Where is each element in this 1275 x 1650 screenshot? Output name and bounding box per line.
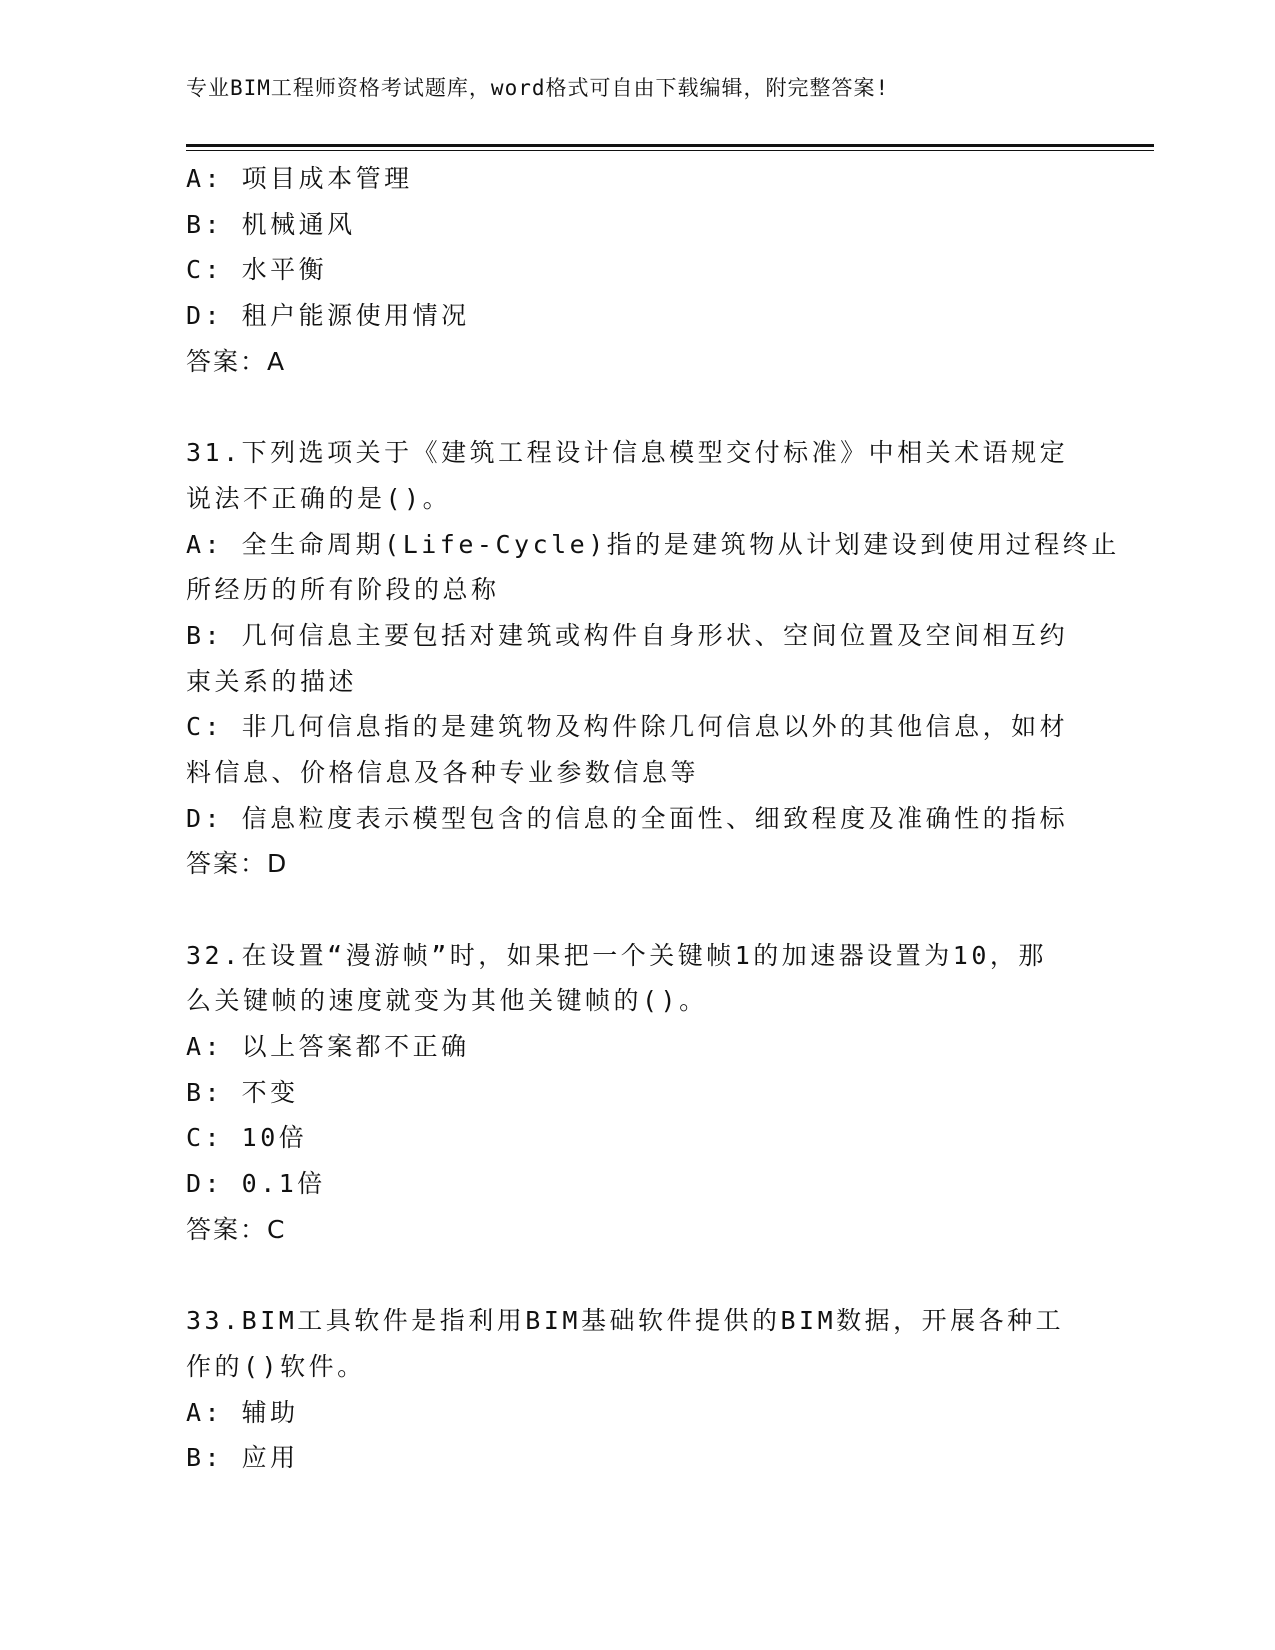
option-a: A: 以上答案都不正确: [186, 1032, 470, 1062]
question-stem: 说法不正确的是()。: [186, 483, 452, 513]
answer-line: 答案：D: [186, 849, 289, 879]
question-33-block: [186, 1298, 1086, 1481]
spacer: [186, 887, 1086, 933]
question-stem: 33.BIM工具软件是指利用BIM基础软件提供的BIM数据，开展各种工: [186, 1306, 1065, 1336]
option-d: D: 租户能源使用情况: [186, 301, 470, 331]
option-a: A: 项目成本管理: [186, 164, 413, 193]
question-31-block: [186, 430, 1120, 887]
question-stem: 31.下列选项关于《建筑工程设计信息模型交付标准》中相关术语规定: [186, 438, 1069, 468]
option-a: A: 辅助: [186, 1397, 299, 1427]
option-d: D: 信息粒度表示模型包含的信息的全面性、细致程度及准确性的指标: [186, 803, 1069, 833]
option-a: A: 全生命周期(Life-Cycle)指的是建筑物从计划建设到使用过程终止: [186, 529, 1120, 559]
option-b: B: 机械通风: [186, 209, 356, 239]
question-stem: 作的()软件。: [186, 1351, 366, 1381]
option-c-continued: 料信息、价格信息及各种专业参数信息等: [186, 757, 700, 787]
option-b-continued: 束关系的描述: [186, 666, 358, 696]
option-c: C: 10倍: [186, 1123, 308, 1153]
option-a-continued: 所经历的所有阶段的总称: [186, 575, 500, 605]
header-rule-thick: [186, 144, 1154, 147]
answer-line: 答案：C: [186, 1214, 287, 1244]
answer-line: 答案：A: [186, 346, 287, 376]
spacer: [186, 1253, 1086, 1299]
question-32-block: [186, 933, 1086, 1253]
question-stem: 么关键帧的速度就变为其他关键帧的()。: [186, 986, 708, 1016]
option-b: B: 几何信息主要包括对建筑或构件自身形状、空间位置及空间相互约: [186, 620, 1069, 650]
question-content: [186, 156, 1120, 1481]
question-30-block: [186, 156, 1086, 384]
option-d: D: 0.1倍: [186, 1169, 326, 1199]
option-c: C: 水平衡: [186, 255, 328, 285]
page-header: 专业BIM工程师资格考试题库，word格式可自由下载编辑，附完整答案!: [186, 76, 890, 100]
option-b: B: 不变: [186, 1077, 299, 1107]
option-b: B: 应用: [186, 1443, 299, 1473]
header-rule-thin: [186, 150, 1154, 151]
spacer: [186, 384, 1086, 430]
option-c: C: 非几何信息指的是建筑物及构件除几何信息以外的其他信息，如材: [186, 712, 1069, 742]
question-stem: 32.在设置“漫游帧”时，如果把一个关键帧1的加速器设置为10，那: [186, 940, 1047, 970]
